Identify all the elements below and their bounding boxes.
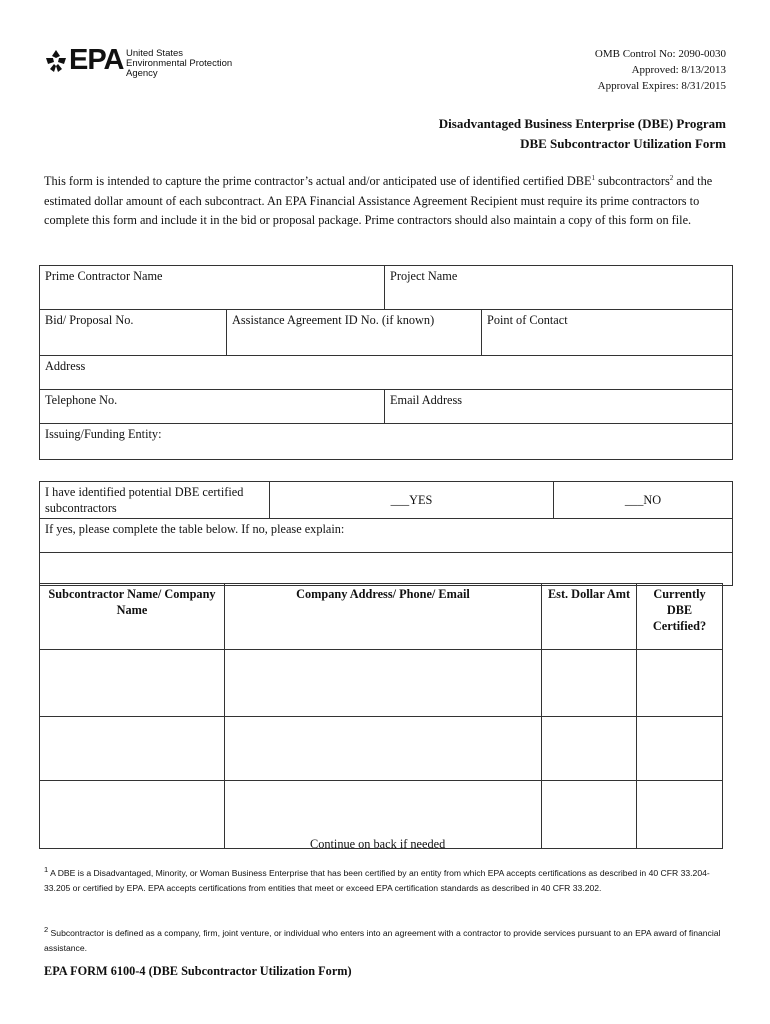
cell-dbe-certified[interactable]	[637, 717, 723, 781]
agency-name: United States Environmental Protection Agency	[126, 48, 233, 79]
prime-contractor-name-field[interactable]	[40, 266, 385, 310]
epa-abbrev: EPA	[69, 44, 124, 76]
continue-note: Continue on back if needed	[310, 837, 446, 851]
address-label: Address	[45, 359, 86, 373]
issuing-entity-label: Issuing/Funding Entity:	[45, 427, 162, 441]
project-name-field[interactable]	[385, 266, 733, 310]
cell-est-dollar-amt[interactable]	[542, 650, 637, 717]
bid-proposal-field[interactable]	[40, 310, 227, 356]
omb-control-number: OMB Control No: 2090-0030	[594, 48, 726, 60]
cell-dbe-certified[interactable]	[637, 650, 723, 717]
telephone-label: Telephone No.	[45, 393, 118, 407]
email-label: Email Address	[390, 393, 463, 407]
cell-company-address[interactable]	[225, 717, 542, 781]
footnote-2: $^2$ Subcontractor is defined as a company, firm, joint venture, or individual who enters into an agreement with a contractor to provide services pursuant to an EPA award of financial assistance.	[44, 925, 721, 953]
telephone-field[interactable]	[40, 390, 385, 424]
program-title: Disadvantaged Business Enterprise (DBE) Program	[438, 116, 726, 131]
table-row	[40, 717, 723, 781]
omb-expiry-date: Approval Expires: 8/31/2015	[597, 80, 726, 92]
prime-contractor-name-label: Prime Contractor Name	[45, 269, 163, 283]
dbe-question-prompt: I have identified potential DBE certified subcontractors	[40, 482, 270, 519]
header-est-dollar-amt: Est. Dollar Amt	[542, 584, 637, 650]
dbe-question-table	[39, 481, 733, 586]
footnote-1: $^1$ A DBE is a Disadvantaged, Minority, or Woman Business Enterprise that has been certified by an entity from which EPA accepts certifications as described in 40 CFR 33.204-33.205 or certified by EPA. EPA accepts certifications from entities that meet or exceed EPA certification standards as described in 40 CFR 33.202.	[44, 865, 710, 893]
yes-option[interactable]: ___YES	[270, 482, 554, 519]
epa-logo	[44, 44, 244, 79]
explain-field[interactable]	[40, 519, 733, 553]
issuing-entity-field[interactable]	[40, 424, 733, 460]
subcontractor-table	[39, 583, 723, 849]
assistance-agreement-label: Assistance Agreement ID No. (if known)	[232, 313, 435, 327]
point-of-contact-label: Point of Contact	[487, 313, 568, 327]
cell-est-dollar-amt[interactable]	[542, 717, 637, 781]
table-row	[40, 650, 723, 717]
epa-flower-icon	[44, 49, 68, 75]
bid-proposal-label: Bid/ Proposal No.	[45, 313, 134, 327]
intro-paragraph: This form is intended to capture the prime contractor’s actual and/or anticipated use of identified certified DBE$^1$ subcontractors$^2$ and the estimated dollar amount of each subcontract. An EPA Financial Assistance Agreement Recipient must require its prime contractors to complete this form and include it in the bid or proposal package. Prime contractors should also maintain a copy of this form on file.	[44, 173, 713, 227]
cell-subcontractor-name[interactable]	[40, 650, 225, 717]
cell-company-address[interactable]	[225, 650, 542, 717]
omb-info	[595, 46, 726, 94]
email-field[interactable]	[385, 390, 733, 424]
contractor-info-table	[39, 265, 733, 460]
cell-est-dollar-amt[interactable]	[542, 781, 637, 849]
explain-extra-line[interactable]	[40, 553, 733, 586]
header-subcontractor-name: Subcontractor Name/ Company Name	[40, 584, 225, 650]
point-of-contact-field[interactable]	[482, 310, 733, 356]
no-option[interactable]: ___NO	[554, 482, 733, 519]
address-field[interactable]	[40, 356, 733, 390]
assistance-agreement-field[interactable]	[227, 310, 482, 356]
header-dbe-certified: Currently DBE Certified?	[637, 584, 723, 650]
cell-subcontractor-name[interactable]	[40, 781, 225, 849]
cell-subcontractor-name[interactable]	[40, 717, 225, 781]
cell-dbe-certified[interactable]	[637, 781, 723, 849]
project-name-label: Project Name	[390, 269, 458, 283]
header-company-address: Company Address/ Phone/ Email	[225, 584, 542, 650]
form-id: EPA FORM 6100-4 (DBE Subcontractor Utilization Form)	[44, 964, 352, 978]
form-title	[439, 114, 726, 154]
omb-approved-date: Approved: 8/13/2013	[631, 64, 726, 76]
explain-label: If yes, please complete the table below. If no, please explain:	[45, 522, 345, 536]
form-subtitle: DBE Subcontractor Utilization Form	[520, 136, 726, 151]
